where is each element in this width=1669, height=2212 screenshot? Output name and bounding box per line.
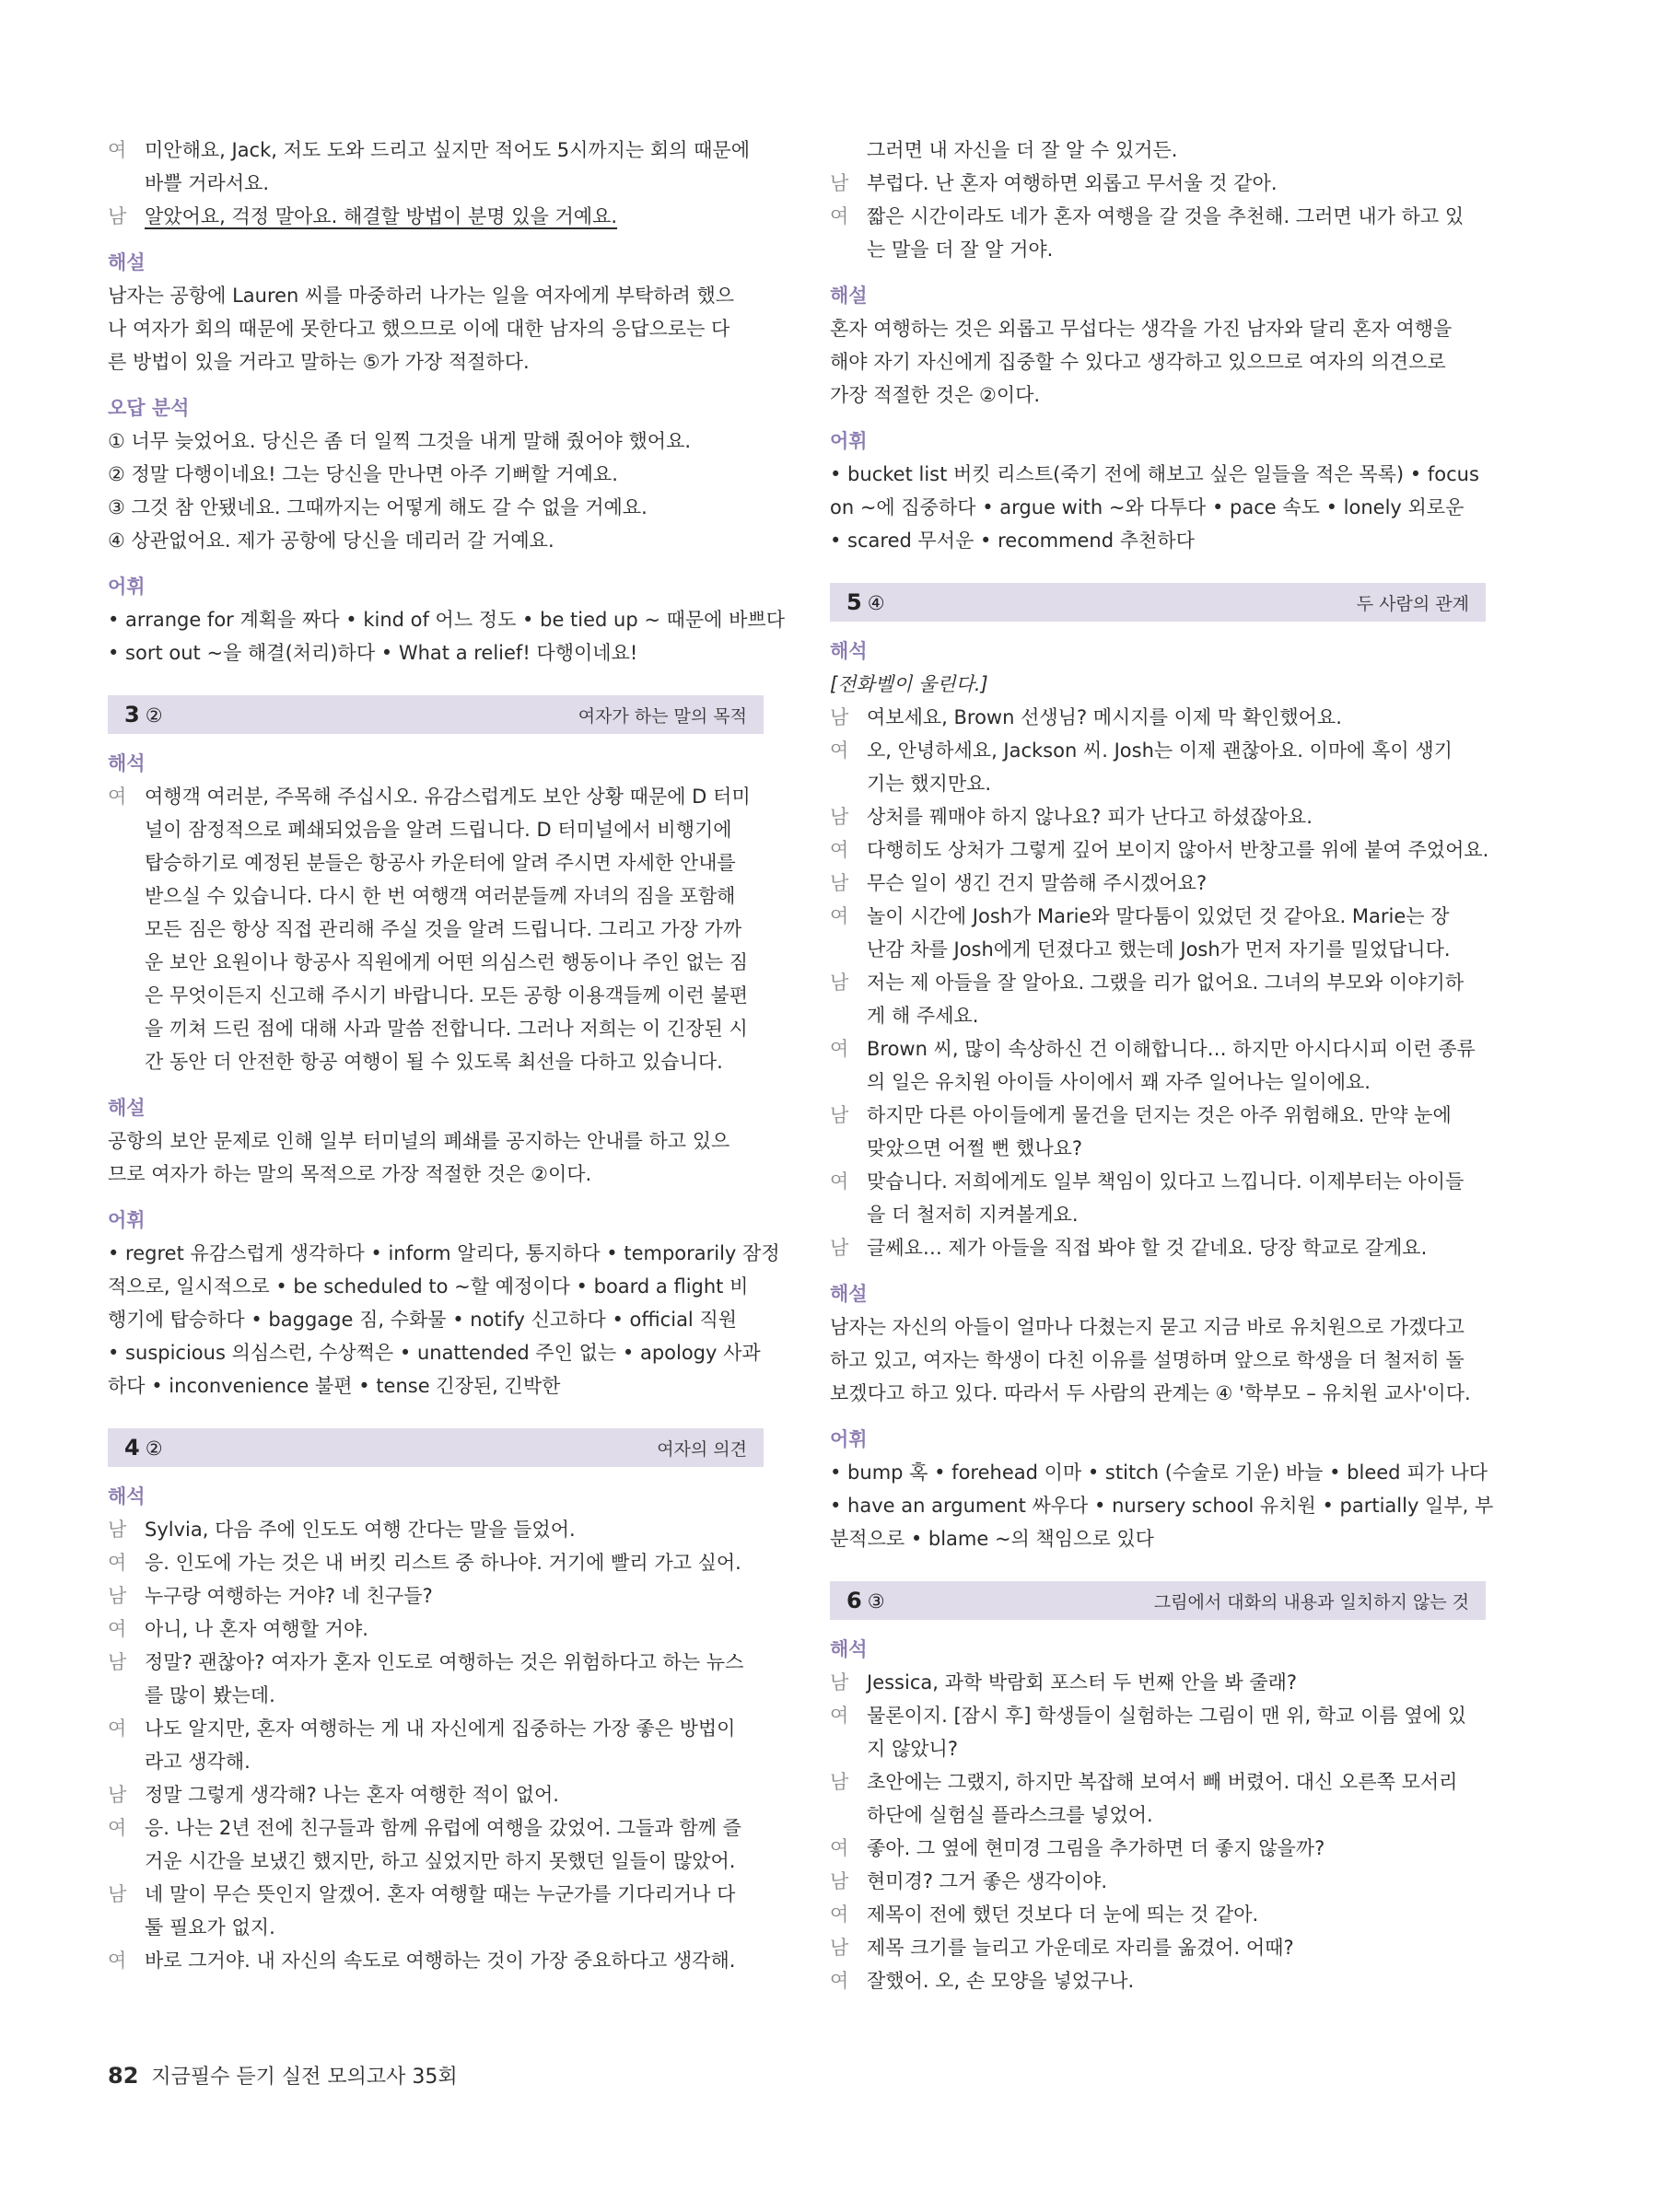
explanation-line: 가장 적절한 것은 ②이다. (830, 384, 1041, 406)
question-number: 6 (846, 1588, 862, 1613)
dialogue-q6 (830, 1666, 1486, 1997)
vocab-line: • arrange for 계획을 짜다 • kind of 어느 정도 • be tied up ~ 때문에 바쁘다 (108, 609, 786, 631)
dialogue-line-cont: 널이 잠정적으로 폐쇄되었음을 알려 드립니다. D 터미널에서 비행기에 (145, 819, 732, 841)
question-header-3 (108, 695, 764, 734)
speaker-label: 남 (830, 1104, 849, 1126)
dialogue-line-cont: 을 더 철저히 지켜볼게요. (867, 1204, 1079, 1226)
question-topic: 그림에서 대화의 내용과 일치하지 않는 것 (1153, 1591, 1469, 1612)
explanation-line: 보겠다고 하고 있다. 따라서 두 사람의 관계는 ④ '학부모 – 유치원 교사'이다. (830, 1382, 1471, 1404)
question-number: 3 (124, 702, 140, 728)
explanation-line: 른 방법이 있을 거라고 말하는 ⑤가 가장 적절하다. (108, 351, 530, 373)
dialogue-line: 여 Brown 씨, 많이 속상하신 건 이해합니다… 하지만 아시다시피 이런 종류 (830, 1032, 1486, 1065)
dialogue-line-cont: 지 않았니? (867, 1738, 958, 1760)
explanation-line: 남자는 자신의 아들이 얼마나 다쳤는지 묻고 지금 바로 유치원으로 가겠다고 (830, 1316, 1465, 1338)
vocab-line: 행기에 탑승하다 • baggage 짐, 수화물 • notify 신고하다 • official 직원 (108, 1309, 738, 1331)
section-heading: 해석 (830, 640, 868, 662)
dialogue-line: 여 응. 인도에 가는 것은 내 버킷 리스트 중 하나야. 거기에 빨리 가고 싶어. (108, 1546, 764, 1579)
dialogue-line: 여 미안해요, Jack, 저도 도와 드리고 싶지만 적어도 5시까지는 회의 때문에 (108, 134, 764, 167)
dialogue-line: 남 무슨 일이 생긴 건지 말씀해 주시겠어요? (830, 867, 1486, 900)
section-heading: 해설 (108, 251, 146, 274)
dialogue-line-cont: 의 일은 유치원 아이들 사이에서 꽤 자주 일어나는 일이에요. (867, 1071, 1371, 1093)
dialogue-line: 여 여행객 여러분, 주목해 주십시오. 유감스럽게도 보안 상황 때문에 D 터미 (108, 780, 764, 813)
vocab-line: • sort out ~을 해결(처리)하다 • What a relief! 다행이네요! (108, 642, 638, 664)
question-header-5 (830, 583, 1486, 622)
dialogue-line: 여 바로 그거야. 내 자신의 속도로 여행하는 것이 가장 중요하다고 생각해. (108, 1944, 764, 1977)
dialogue-line-cont: 모든 짐은 항상 직접 관리해 주실 것을 알려 드립니다. 그리고 가장 가까 (145, 918, 742, 940)
dialogue-line-cont: 맞았으면 어쩔 뻔 했나요? (867, 1137, 1083, 1159)
speaker-label: 남 (108, 1519, 127, 1541)
dialogue-line: 남 누구랑 여행하는 거야? 네 친구들? (108, 1579, 764, 1612)
dialogue-line: 여 오, 안녕하세요, Jackson 씨. Josh는 이제 괜찮아요. 이마에 혹이 생기 (830, 734, 1486, 767)
section-heading: 어휘 (108, 1209, 146, 1231)
dialogue-line-cont: 은 무엇이든지 신고해 주시기 바랍니다. 모든 공항 이용객들께 이런 불편 (145, 984, 749, 1007)
speaker-label: 남 (830, 706, 849, 728)
question-header-6 (830, 1581, 1486, 1620)
dialogue-line: 남 네 말이 무슨 뜻인지 알겠어. 혼자 여행할 때는 누군가를 기다리거나 다 (108, 1878, 764, 1911)
dialogue-line: 여 아니, 나 혼자 여행할 거야. (108, 1612, 764, 1646)
speaker-label: 남 (830, 1870, 849, 1892)
dialogue-line-cont: 게 해 주세요. (867, 1005, 979, 1027)
dialogue-line-cont: 운 보안 요원이나 항공사 직원에게 어떤 의심스런 행동이나 주인 없는 짐 (145, 951, 749, 973)
speaker-label: 여 (108, 139, 127, 161)
question-number: 5 (846, 589, 862, 615)
dialogue-line (108, 200, 764, 233)
speaker-label: 남 (830, 172, 849, 194)
speaker-label: 여 (830, 1038, 849, 1060)
dialogue-line: 남 Sylvia, 다음 주에 인도도 여행 간다는 말을 들었어. (108, 1513, 764, 1546)
vocab-line: • bump 혹 • forehead 이마 • stitch (수술로 기운) 바늘 • bleed 피가 나다 (830, 1461, 1488, 1484)
speaker-label: 남 (108, 1883, 127, 1905)
speaker-label: 남 (108, 1585, 127, 1607)
wrong-answer-line: ③ 그것 참 안됐네요. 그때까지는 어떻게 해도 갈 수 없을 거예요. (108, 496, 648, 518)
vocab-line: • scared 무서운 • recommend 추천하다 (830, 530, 1195, 552)
dialogue-line: 남 Jessica, 과학 박람회 포스터 두 번째 안을 봐 줄래? (830, 1666, 1486, 1699)
wrong-answer-line: ① 너무 늦었어요. 당신은 좀 더 일찍 그것을 내게 말해 줬어야 했어요. (108, 430, 692, 452)
section-heading: 해석 (108, 1485, 146, 1508)
dialogue-line: 남 글쎄요… 제가 아들을 직접 봐야 할 것 같네요. 당장 학교로 갈게요. (830, 1231, 1486, 1264)
left-column (108, 134, 786, 1977)
dialogue-line: 남 초안에는 그랬지, 하지만 복잡해 보여서 빼 버렸어. 대신 오른쪽 모서리 (830, 1765, 1486, 1799)
section-heading: 어휘 (108, 576, 146, 598)
dialogue-line: 남 여보세요, Brown 선생님? 메시지를 이제 막 확인했어요. (830, 701, 1486, 734)
speaker-label: 여 (108, 786, 127, 808)
speaker-label: 남 (830, 1937, 849, 1959)
speaker-label: 여 (108, 1717, 127, 1740)
vocab-line: • suspicious 의심스런, 수상쩍은 • unattended 주인 없는 • apology 사과 (108, 1342, 761, 1364)
vocab-line: • bucket list 버킷 리스트(죽기 전에 해보고 싶은 일들을 적은 목록) • focus (830, 463, 1479, 485)
section-heading: 오답 분석 (108, 397, 190, 419)
dialogue-line-cont: 를 많이 봤는데. (145, 1684, 275, 1706)
speaker-label: 여 (830, 1970, 849, 1992)
speaker-label: 여 (830, 739, 849, 762)
wrong-answer-line: ④ 상관없어요. 제가 공항에 당신을 데리러 갈 거예요. (108, 530, 554, 552)
dialogue-line: 여 놀이 시간에 Josh가 Marie와 말다툼이 있었던 것 같아요. Marie는 장 (830, 900, 1486, 933)
speaker-label: 남 (830, 972, 849, 994)
answer-mark: ② (145, 1438, 163, 1460)
speaker-label: 남 (108, 1651, 127, 1673)
section-heading: 해설 (830, 285, 868, 307)
dialogue-line-cont: 툴 필요가 없지. (145, 1916, 275, 1938)
dialogue-line: 여 다행히도 상처가 그렇게 깊어 보이지 않아서 반창고를 위에 붙여 주었어요. (830, 833, 1486, 867)
speaker-label: 여 (108, 1950, 127, 1972)
question-topic: 여자의 의견 (657, 1438, 747, 1460)
speaker-label: 남 (108, 1784, 127, 1806)
speaker-label: 여 (830, 1170, 849, 1193)
dialogue-line: 남 부럽다. 난 혼자 여행하면 외롭고 무서울 것 같아. (830, 167, 1486, 200)
dialogue-line-cont: 는 말을 더 잘 알 거야. (867, 239, 1054, 261)
dialogue-q5 (830, 701, 1489, 1264)
page-number: 82 (108, 2063, 139, 2089)
section-heading: 해설 (830, 1283, 868, 1305)
vocab-line: • have an argument 싸우다 • nursery school 유치원 • partially 일부, 부 (830, 1495, 1494, 1517)
speaker-label: 여 (830, 839, 849, 861)
dialogue-line: 여 잘했어. 오, 손 모양을 넣었구나. (830, 1964, 1486, 1997)
dialogue-line-cont: 간 동안 더 안전한 항공 여행이 될 수 있도록 최선을 다하고 있습니다. (145, 1051, 723, 1073)
dialogue-line: 여 짧은 시간이라도 네가 혼자 여행을 갈 것을 추천해. 그러면 내가 하고 있 (830, 200, 1486, 233)
dialogue-line-cont: 을 끼쳐 드린 점에 대해 사과 말씀 전합니다. 그러나 저희는 이 긴장된 시 (145, 1018, 748, 1040)
dialogue-line: 여 나도 알지만, 혼자 여행하는 게 내 자신에게 집중하는 가장 좋은 방법이 (108, 1712, 764, 1745)
dialogue-line-cont: 탑승하기로 예정된 분들은 항공사 카운터에 알려 주시면 자세한 안내를 (145, 852, 736, 874)
dialogue-line-cont: 하단에 실험실 플라스크를 넣었어. (867, 1804, 1153, 1826)
speaker-label: 남 (830, 1771, 849, 1793)
dialogue-line: 남 상처를 꿰매야 하지 않나요? 피가 난다고 하셨잖아요. (830, 800, 1486, 833)
speaker-label: 여 (830, 1903, 849, 1926)
explanation-line: 해야 자기 자신에게 집중할 수 있다고 생각하고 있으므로 여자의 의견으로 (830, 351, 1446, 373)
dialogue-line: 남 정말 그렇게 생각해? 나는 혼자 여행한 적이 없어. (108, 1778, 764, 1811)
explanation-line: 남자는 공항에 Lauren 씨를 마중하러 나가는 일을 여자에게 부탁하려 했으 (108, 285, 735, 307)
section-heading: 어휘 (830, 1428, 868, 1450)
stage-direction: [전화벨이 울린다.] (830, 673, 988, 695)
dialogue-line: 여 응. 나는 2년 전에 친구들과 함께 유럽에 여행을 갔었어. 그들과 함께 즐 (108, 1811, 764, 1845)
speaker-label: 여 (830, 1705, 849, 1727)
dialogue-line-cont: 기는 했지만요. (867, 773, 992, 795)
speaker-label: 남 (108, 205, 127, 227)
underlined-answer: 알았어요, 걱정 말아요. 해결할 방법이 분명 있을 거예요. (145, 205, 618, 227)
answer-mark: ③ (867, 1590, 885, 1612)
speaker-label: 여 (108, 1552, 127, 1574)
speaker-label: 여 (830, 905, 849, 927)
vocab-line: on ~에 집중하다 • argue with ~와 다투다 • pace 속도 • lonely 외로운 (830, 496, 1465, 518)
dialogue-q4 (108, 1513, 764, 1977)
dialogue-line: 남 제목 크기를 늘리고 가운데로 자리를 옮겼어. 어때? (830, 1931, 1486, 1964)
question-number: 4 (124, 1435, 140, 1461)
vocab-line: 분적으로 • blame ~의 책임으로 있다 (830, 1528, 1154, 1550)
speaker-label: 남 (830, 1671, 849, 1694)
section-heading: 어휘 (830, 430, 868, 452)
section-heading: 해석 (108, 752, 146, 774)
wrong-answer-line: ② 정말 다행이네요! 그는 당신을 만나면 아주 기뻐할 거예요. (108, 463, 618, 485)
dialogue-line: 여 맞습니다. 저희에게도 일부 책임이 있다고 느낍니다. 이제부터는 아이들 (830, 1165, 1486, 1198)
answer-mark: ④ (867, 592, 885, 614)
speaker-label: 남 (830, 1237, 849, 1259)
question-topic: 두 사람의 관계 (1356, 593, 1469, 614)
speaker-label: 여 (830, 1837, 849, 1859)
vocab-line: • regret 유감스럽게 생각하다 • inform 알리다, 통지하다 • temporarily 잠정 (108, 1242, 780, 1264)
dialogue-q2 (108, 134, 764, 233)
question-topic: 여자가 하는 말의 목적 (578, 705, 747, 727)
speaker-label: 남 (830, 872, 849, 894)
book-title: 지금필수 듣기 실전 모의고사 35회 (151, 2066, 458, 2089)
section-heading: 해석 (830, 1638, 868, 1660)
vocab-line: 적으로, 일시적으로 • be scheduled to ~할 예정이다 • board a flight 비 (108, 1275, 749, 1298)
explanation-line: 혼자 여행하는 것은 외롭고 무섭다는 생각을 가진 남자와 달리 혼자 여행을 (830, 318, 1453, 340)
speaker-label: 남 (830, 806, 849, 828)
dialogue-line-cont: 그러면 내 자신을 더 잘 알 수 있거든. (867, 139, 1178, 161)
dialogue-line-cont: 바쁠 거라서요. (145, 172, 270, 194)
dialogue-line: 여 물론이지. [잠시 후] 학생들이 실험하는 그림이 맨 위, 학교 이름 옆에 있 (830, 1699, 1486, 1732)
answer-mark: ② (145, 704, 163, 727)
section-heading: 해설 (108, 1097, 146, 1119)
dialogue-line: 남 저는 제 아들을 잘 알아요. 그랬을 리가 없어요. 그녀의 부모와 이야기하 (830, 966, 1486, 999)
dialogue-line-cont: 거운 시간을 보냈긴 했지만, 하고 싶었지만 하지 못했던 일들이 많았어. (145, 1850, 736, 1872)
explanation-line: 공항의 보안 문제로 인해 일부 터미널의 폐쇄를 공지하는 안내를 하고 있으 (108, 1130, 730, 1152)
dialogue-line-cont: 라고 생각해. (145, 1751, 251, 1773)
explanation-line: 므로 여자가 하는 말의 목적으로 가장 적절한 것은 ②이다. (108, 1163, 592, 1185)
speaker-label: 여 (108, 1817, 127, 1839)
dialogue-line: 남 정말? 괜찮아? 여자가 혼자 인도로 여행하는 것은 위험하다고 하는 뉴스 (108, 1646, 764, 1679)
dialogue-line: 남 하지만 다른 아이들에게 물건을 던지는 것은 아주 위험해요. 만약 눈에 (830, 1099, 1486, 1132)
page-footer (108, 2061, 458, 2090)
speaker-label: 여 (830, 205, 849, 227)
dialogue-line: 여 좋아. 그 옆에 현미경 그림을 추가하면 더 좋지 않을까? (830, 1832, 1486, 1865)
dialogue-line: 남 현미경? 그거 좋은 생각이야. (830, 1865, 1486, 1898)
dialogue-line: 여 제목이 전에 했던 것보다 더 눈에 띄는 것 같아. (830, 1898, 1486, 1931)
dialogue-line-cont: 난감 차를 Josh에게 던졌다고 했는데 Josh가 먼저 자기를 밀었답니다. (867, 938, 1451, 960)
explanation-line: 나 여자가 회의 때문에 못한다고 했으므로 이에 대한 남자의 응답으로는 다 (108, 318, 730, 340)
explanation-line: 하고 있고, 여자는 학생이 다친 이유를 설명하며 앞으로 학생을 더 철저히 돌 (830, 1349, 1465, 1371)
speaker-label: 여 (108, 1618, 127, 1640)
right-column (830, 134, 1494, 1997)
vocab-line: 하다 • inconvenience 불편 • tense 긴장된, 긴박한 (108, 1375, 561, 1397)
dialogue-line-cont: 받으실 수 있습니다. 다시 한 번 여행객 여러분들께 자녀의 짐을 포함해 (145, 885, 736, 907)
question-header-4 (108, 1428, 764, 1467)
